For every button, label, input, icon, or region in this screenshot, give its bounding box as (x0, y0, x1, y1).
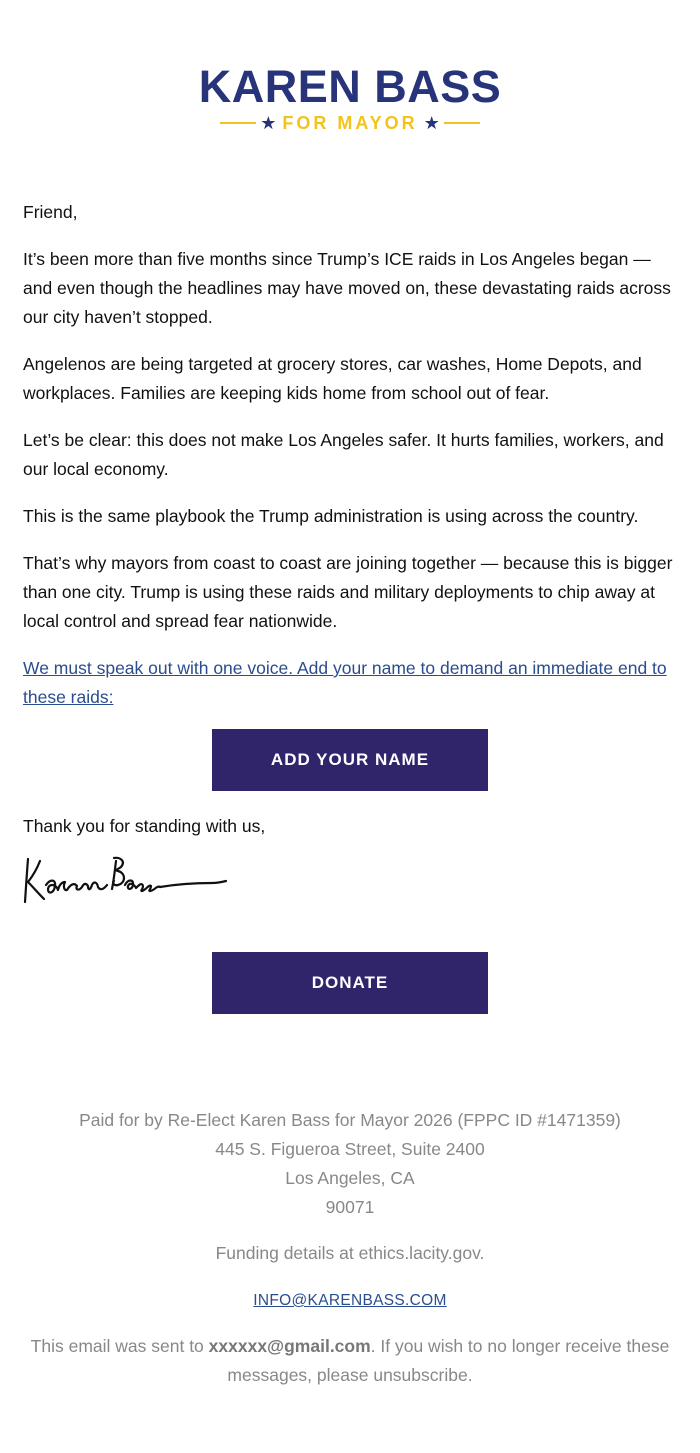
donate-button[interactable]: DONATE (212, 952, 488, 1014)
email-footer (0, 1106, 700, 1390)
contact-email-link[interactable]: INFO@KARENBASS.COM (253, 1292, 447, 1309)
zip-code: 90071 (325, 1197, 375, 1217)
sent-suffix[interactable]: . If you wish to no longer receive these messages, please unsubscribe. (227, 1336, 670, 1385)
campaign-logo (0, 62, 700, 142)
recipient-email: xxxxxx@gmail.com (208, 1336, 371, 1356)
paragraph: Angelenos are being targeted at grocery stores, car washes, Home Depots, and workplaces. Families are keeping kids home from school out of fear. (23, 354, 642, 403)
logo-left-rule (220, 122, 256, 124)
petition-link[interactable]: We must speak out with one voice. Add your name to demand an immediate end to these raids: (23, 658, 667, 707)
signature-image (22, 855, 227, 907)
logo-subtitle: FOR MAYOR (282, 113, 418, 133)
paragraph: Let’s be clear: this does not make Los Angeles safer. It hurts families, workers, and our local economy. (23, 430, 664, 479)
email-body (23, 198, 673, 730)
logo-name: KAREN BASS (198, 61, 502, 112)
greeting: Friend, (23, 202, 78, 222)
paragraph: That’s why mayors from coast to coast are joining together — because this is bigger than one city. Trump is using these raids and military deployments to chip away at local control and spread fear nationwide. (23, 553, 673, 631)
paragraph: This is the same playbook the Trump administration is using across the country. (23, 506, 639, 526)
funding-details: Funding details at ethics.lacity.gov. (215, 1243, 485, 1263)
star-icon: ★ (260, 113, 277, 133)
paragraph: It’s been more than five months since Trump’s ICE raids in Los Angeles began — and even though the headlines may have moved on, these devastating raids across our city haven’t stopped. (23, 249, 671, 327)
closing-thanks: Thank you for standing with us, (23, 816, 266, 836)
star-icon: ★ (423, 113, 440, 133)
logo-right-rule (444, 122, 480, 124)
paid-for-disclaimer: Paid for by Re-Elect Karen Bass for Mayor 2026 (FPPC ID #1471359) (79, 1110, 621, 1130)
sent-prefix: This email was sent to (30, 1336, 209, 1356)
city-line: Los Angeles, CA (285, 1168, 415, 1188)
add-your-name-button[interactable]: ADD YOUR NAME (212, 729, 488, 791)
unsubscribe-notice (0, 1332, 700, 1390)
logo-subtitle-row (0, 112, 700, 134)
address-line: 445 S. Figueroa Street, Suite 2400 (215, 1139, 485, 1159)
